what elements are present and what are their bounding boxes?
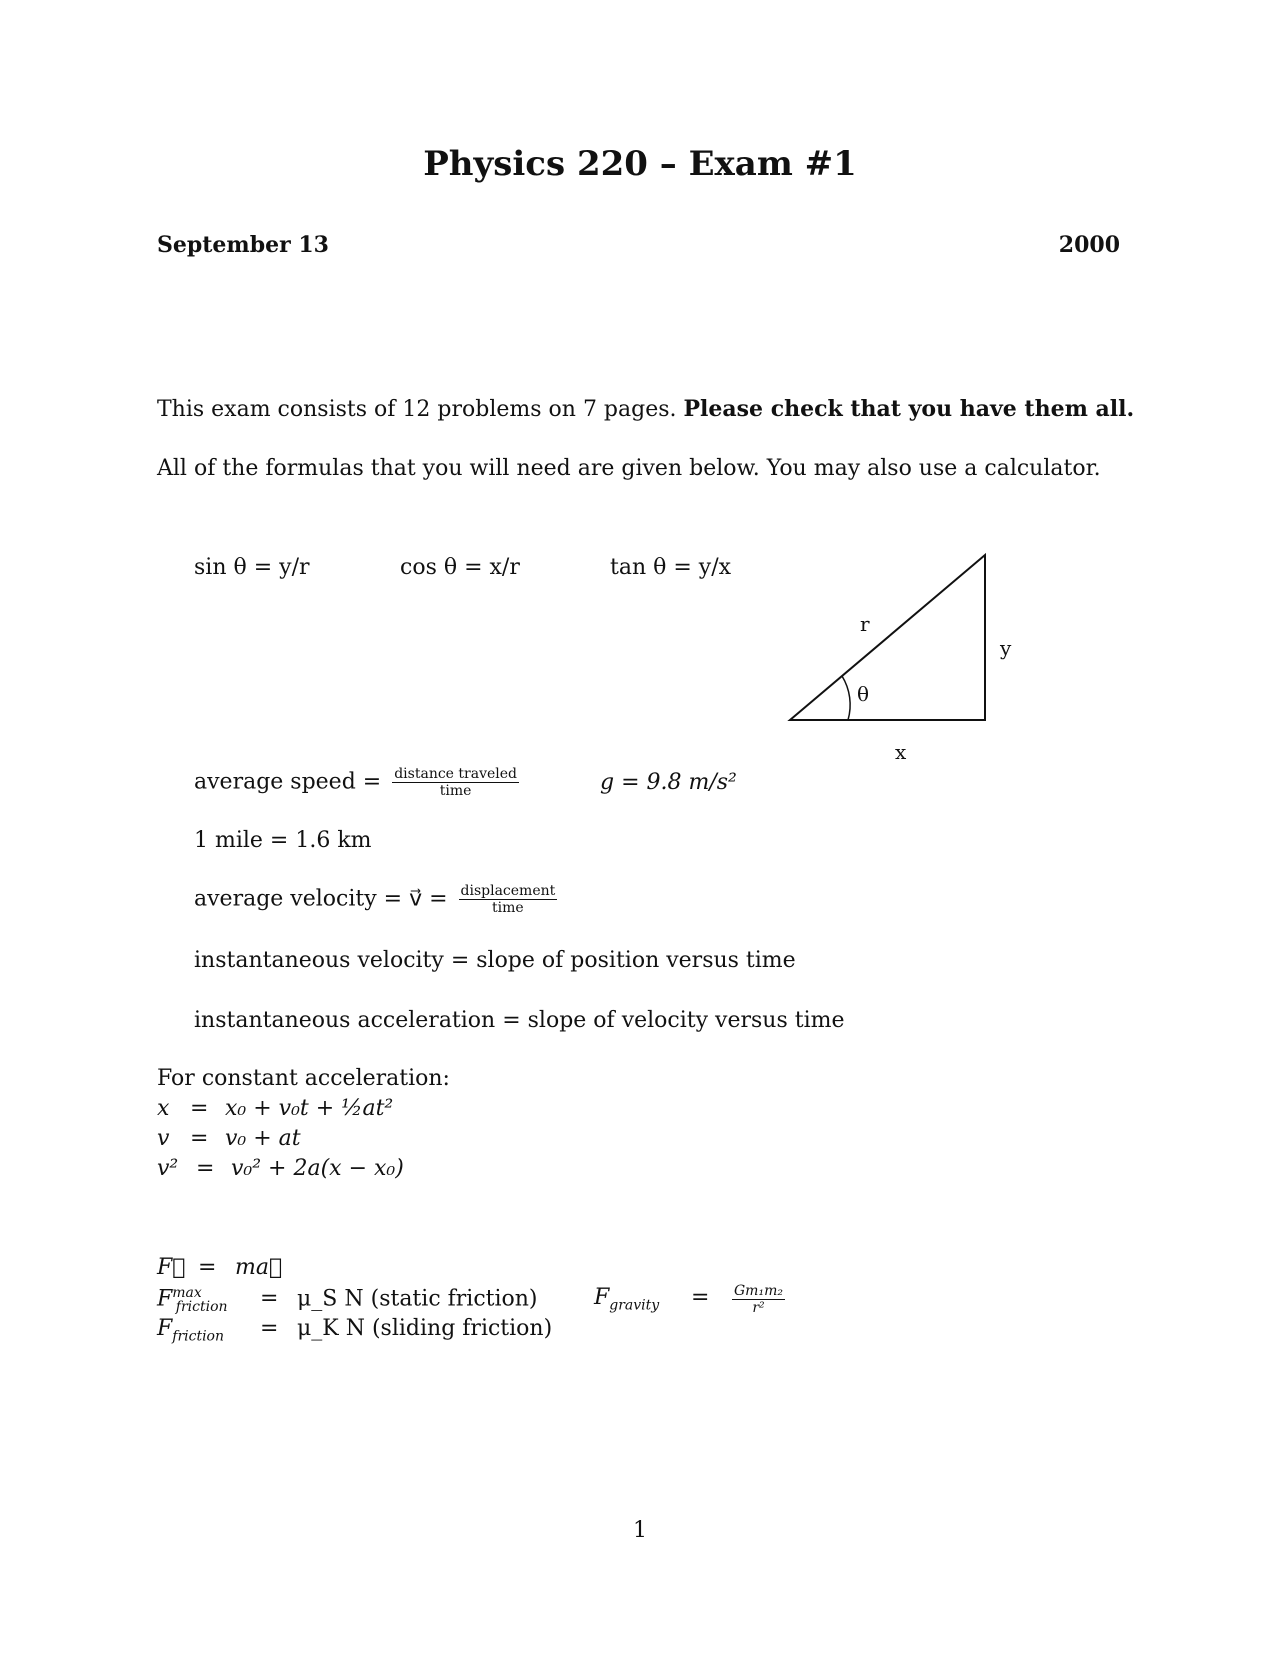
newton-rhs: ma⃗ bbox=[235, 1255, 283, 1280]
average-velocity-denominator: time bbox=[492, 900, 524, 916]
triangle-theta-label: θ bbox=[857, 682, 870, 706]
average-speed-fraction bbox=[392, 766, 519, 799]
kinematics-eq-1 bbox=[157, 1096, 393, 1121]
gravity-force-numerator: Gm₁m₂ bbox=[734, 1283, 783, 1299]
sin-formula: sin θ = y/r bbox=[194, 555, 310, 580]
average-speed-denominator: time bbox=[439, 783, 472, 799]
gravity-force-symbol: F bbox=[594, 1285, 610, 1310]
average-velocity-lhs: average velocity = v⃗ = bbox=[194, 886, 448, 912]
intro-bold-text: Please check that you have them all. bbox=[683, 396, 1135, 422]
kinematics-eq-3-lhs: v² bbox=[157, 1156, 179, 1181]
equals-sign: = bbox=[260, 1316, 279, 1341]
sliding-friction-rhs: μ_K N (sliding friction) bbox=[297, 1316, 553, 1341]
instantaneous-velocity: instantaneous velocity = slope of position versus time bbox=[194, 948, 796, 973]
average-velocity-numerator: displacement bbox=[460, 883, 556, 899]
equals-sign: = bbox=[190, 1096, 209, 1121]
kinematics-eq-1-rhs: x₀ + v₀t + ½at² bbox=[225, 1096, 394, 1121]
kinematics-eq-2-rhs: v₀ + at bbox=[225, 1126, 301, 1151]
equals-sign: = bbox=[260, 1286, 279, 1312]
gravity-force-formula bbox=[594, 1285, 789, 1316]
triangle-shape bbox=[790, 555, 985, 720]
right-triangle-diagram bbox=[780, 545, 1040, 775]
intro-line-1 bbox=[157, 396, 1134, 422]
equals-sign: = bbox=[198, 1255, 217, 1280]
average-velocity-formula bbox=[194, 883, 561, 916]
equals-sign: = bbox=[196, 1156, 215, 1181]
exam-date: September 13 bbox=[157, 232, 329, 258]
triangle-x-label: x bbox=[895, 740, 907, 764]
intro-line-2: All of the formulas that you will need are given below. You may also use a calculator. bbox=[157, 456, 1101, 481]
newton-second-law bbox=[157, 1255, 282, 1280]
mile-conversion: 1 mile = 1.6 km bbox=[194, 828, 372, 853]
equals-sign: = bbox=[190, 1126, 209, 1151]
static-friction-rhs: μ_S N (static friction) bbox=[297, 1286, 538, 1312]
tan-formula: tan θ = y/x bbox=[610, 555, 732, 580]
intro-plain-text: This exam consists of 12 problems on 7 pages. bbox=[157, 397, 677, 422]
static-friction-symbol: F bbox=[157, 1286, 173, 1312]
page-number: 1 bbox=[633, 1518, 647, 1543]
triangle-y-label: y bbox=[1000, 636, 1012, 660]
average-speed-lhs: average speed = bbox=[194, 769, 382, 795]
kinematics-eq-3-rhs: v₀² + 2a(x − x₀) bbox=[231, 1156, 404, 1181]
static-friction-sub: friction bbox=[175, 1298, 228, 1315]
newton-lhs: F⃗ bbox=[157, 1255, 186, 1280]
static-friction-lhs bbox=[157, 1285, 253, 1315]
static-friction-formula bbox=[157, 1285, 538, 1315]
instantaneous-acceleration: instantaneous acceleration = slope of velocity versus time bbox=[194, 1008, 845, 1033]
sliding-friction-lhs bbox=[157, 1316, 253, 1344]
kinematics-eq-2 bbox=[157, 1126, 301, 1151]
equals-sign: = bbox=[691, 1285, 710, 1310]
average-speed-formula bbox=[194, 766, 523, 799]
average-velocity-fraction bbox=[459, 883, 558, 916]
kinematics-eq-1-lhs: x bbox=[157, 1096, 170, 1121]
sliding-friction-symbol: F bbox=[157, 1316, 173, 1341]
cos-formula: cos θ = x/r bbox=[400, 555, 520, 580]
average-speed-numerator: distance traveled bbox=[394, 766, 517, 782]
constant-acceleration-heading: For constant acceleration: bbox=[157, 1066, 450, 1091]
kinematics-eq-3 bbox=[157, 1156, 404, 1181]
gravity-force-sub: gravity bbox=[609, 1297, 660, 1314]
sliding-friction-sub: friction bbox=[172, 1328, 225, 1345]
gravity-force-fraction bbox=[732, 1283, 785, 1316]
kinematics-eq-2-lhs: v bbox=[157, 1126, 170, 1151]
page-title: Physics 220 – Exam #1 bbox=[423, 144, 857, 184]
exam-year: 2000 bbox=[1058, 232, 1120, 258]
gravity-acceleration: g = 9.8 m/s² bbox=[600, 770, 737, 795]
static-friction-sup: max bbox=[172, 1285, 202, 1301]
gravity-force-lhs bbox=[594, 1285, 684, 1313]
gravity-force-denominator: r² bbox=[752, 1300, 765, 1316]
sliding-friction-formula bbox=[157, 1316, 552, 1344]
triangle-r-label: r bbox=[860, 612, 870, 636]
angle-arc bbox=[842, 676, 850, 720]
